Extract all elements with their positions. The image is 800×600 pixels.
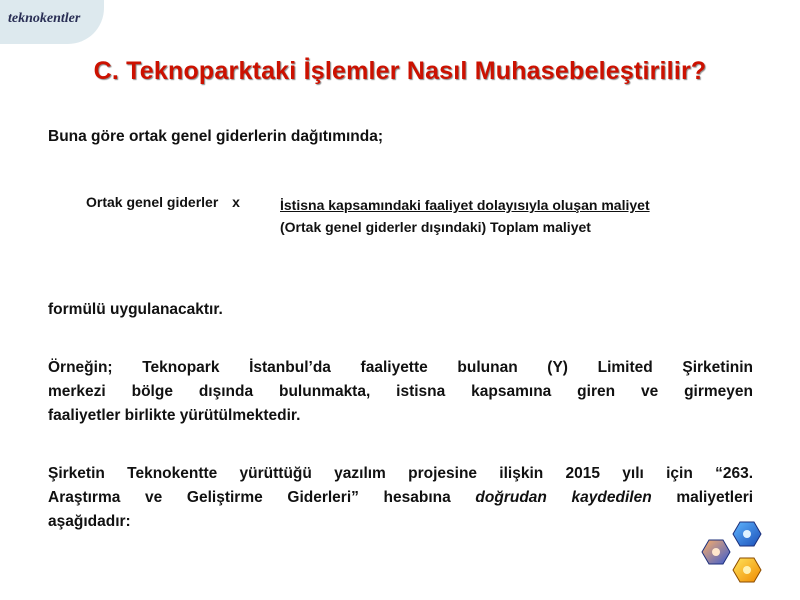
cost-line-3: aşağıdadır: bbox=[48, 513, 131, 530]
cost-line-2-start: Araştırma ve Geliştirme Giderleri” hesabına bbox=[48, 489, 451, 506]
formula-left-term: Ortak genel giderler bbox=[86, 194, 219, 210]
cost-line-2-end: maliyetleri bbox=[676, 489, 754, 506]
slide-title: C. Teknoparktaki İşlemler Nasıl Muhasebeleştirilir? bbox=[93, 57, 707, 85]
example-paragraph bbox=[48, 356, 753, 428]
cost-paragraph bbox=[48, 462, 753, 534]
formula-left bbox=[86, 194, 240, 210]
intro-text: Buna göre ortak genel giderlerin dağıtımında; bbox=[48, 128, 384, 145]
formula-fraction bbox=[280, 194, 650, 238]
formula-denominator: (Ortak genel giderler dışındaki) Toplam maliyet bbox=[280, 219, 591, 235]
logo-text: teknokentler bbox=[8, 11, 81, 26]
formula-operator: x bbox=[232, 194, 240, 210]
logo-tab bbox=[0, 0, 104, 44]
cost-line-1: Şirketin Teknokentte yürüttüğü yazılım projesine ilişkin 2015 yılı için “263. bbox=[48, 465, 753, 482]
example-line-3: faaliyetler birlikte yürütülmektedir. bbox=[48, 407, 301, 424]
example-line-1: Örneğin; Teknopark İstanbul’da faaliyette bulunan (Y) Limited Şirketinin bbox=[48, 359, 753, 376]
formula-note: formülü uygulanacaktır. bbox=[48, 301, 223, 318]
example-line-2: merkezi bölge dışında bulunmakta, istisna kapsamına giren ve girmeyen bbox=[48, 383, 753, 400]
cost-line-2 bbox=[48, 486, 753, 510]
hexagon-cluster-icon bbox=[690, 516, 770, 592]
cost-line-2-emphasis: doğrudan kaydedilen bbox=[475, 489, 652, 506]
formula-numerator: İstisna kapsamındaki faaliyet dolayısıyla oluşan maliyet bbox=[280, 197, 650, 213]
